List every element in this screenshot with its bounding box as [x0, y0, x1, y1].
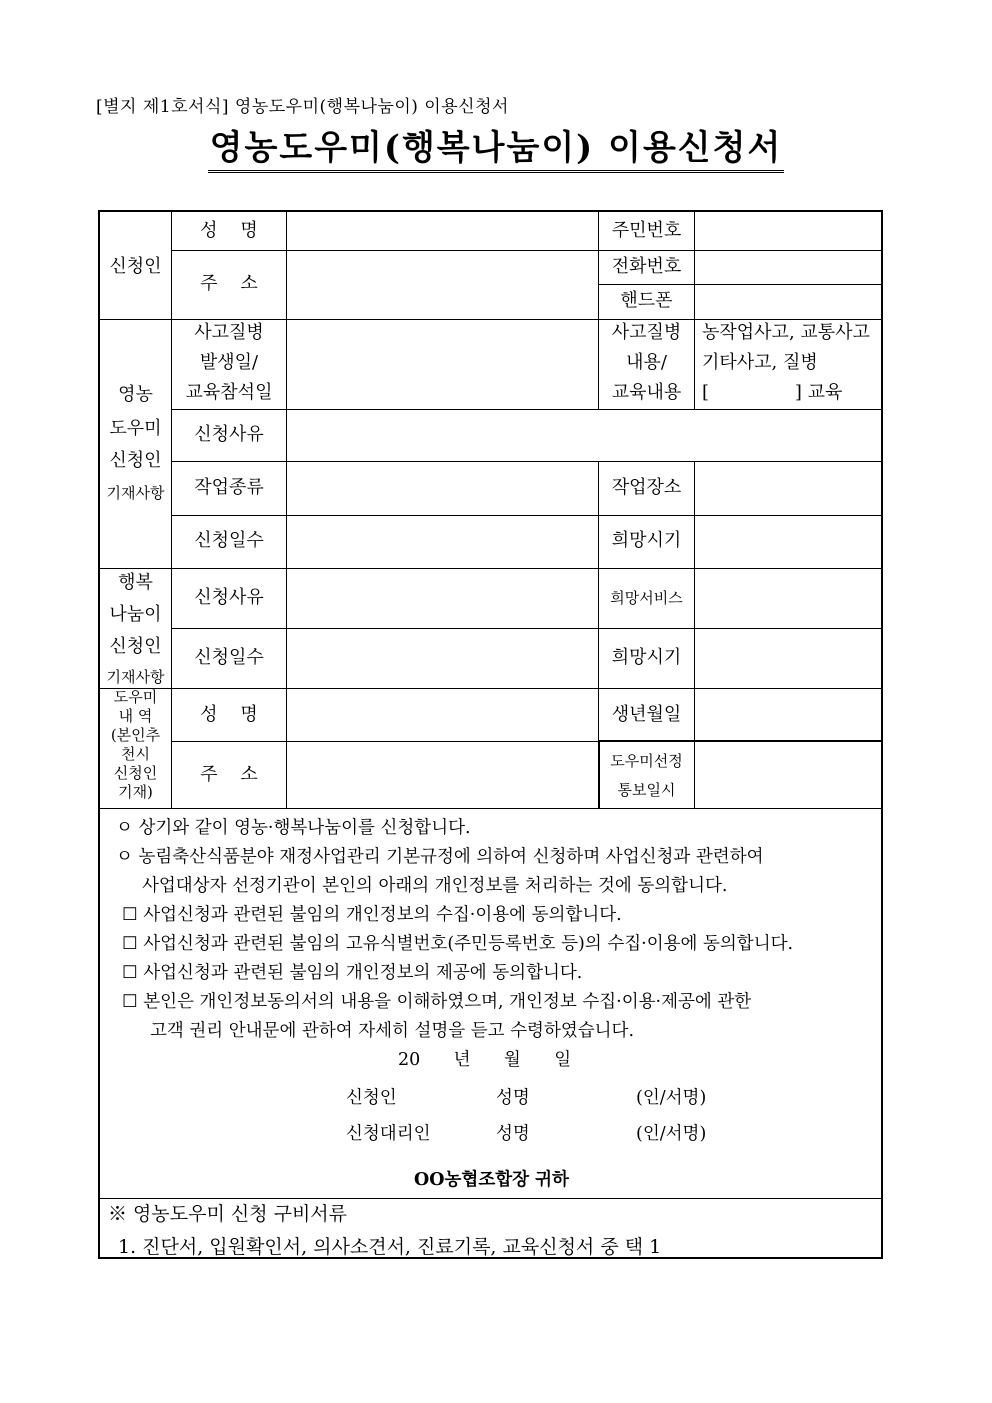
incident-content-label-1: 사고질병: [611, 322, 682, 343]
farm-days-label: 신청일수: [194, 530, 264, 551]
signature-role-1: 신청인: [346, 1088, 397, 1108]
consent-checkbox-4[interactable]: ☐ 본인은 개인정보동의서의 내용을 이해하였으며, 개인정보 수집·이용·제공에 관한: [122, 992, 752, 1012]
helper-address-label: 주 소: [200, 764, 258, 785]
incident-option-1: 농작업사고, 교통사고: [702, 322, 870, 343]
incident-date-label-1: 사고질병: [194, 322, 264, 343]
page-title: 영농도우미(행복나눔이) 이용신청서: [0, 120, 992, 169]
consent-checkbox-2[interactable]: ☐ 사업신청과 관련된 불임의 고유식별번호(주민등록번호 등)의 수집·이용에 동의합니다.: [122, 934, 794, 954]
desired-service-label: 희망서비스: [610, 589, 683, 607]
helper-group-label-4: 천시: [121, 745, 150, 763]
helper-group-label-1: 도우미: [113, 688, 158, 706]
statement-line-3: 사업대상자 선정기관이 본인의 아래의 개인정보를 처리하는 것에 동의합니다.: [142, 876, 728, 896]
farm-helper-group-label-2: 도우미: [109, 418, 162, 439]
signature-mark-1[interactable]: (인/서명): [636, 1088, 707, 1108]
farm-reason-label: 신청사유: [194, 424, 264, 445]
consent-checkbox-3[interactable]: ☐ 사업신청과 관련된 불임의 개인정보의 제공에 동의합니다.: [122, 963, 583, 983]
signature-field-1: 성명: [496, 1088, 530, 1108]
incident-date-label-2: 발생일/: [199, 352, 259, 373]
happy-days-label: 신청일수: [194, 647, 264, 668]
resident-no-label: 주민번호: [611, 220, 682, 241]
applicant-group-label: 신청인: [109, 256, 162, 277]
applicant-address-label: 주 소: [200, 273, 258, 294]
statement-line-1: ㅇ 상기와 같이 영농·행복나눔이를 신청합니다.: [116, 818, 471, 838]
helper-notice-label-2: 통보일시: [617, 781, 676, 799]
incident-content-label-3: 교육내용: [611, 382, 682, 403]
happy-group-label-2: 나눔이: [109, 604, 162, 625]
happy-group-label-3: 신청인: [109, 636, 162, 657]
helper-birth-label: 생년월일: [611, 704, 682, 725]
form-caption: [별지 제1호서식] 영농도우미(행복나눔이) 이용신청서: [96, 97, 509, 117]
helper-group-label-5: 신청인: [113, 764, 158, 782]
happy-reason-label: 신청사유: [194, 587, 264, 608]
consent-checkbox-1[interactable]: ☐ 사업신청과 관련된 불임의 개인정보의 수집·이용에 동의합니다.: [122, 905, 622, 925]
application-date: 20 년 월 일: [398, 1050, 572, 1070]
farm-period-label: 희망시기: [611, 530, 682, 551]
signature-field-2: 성명: [496, 1124, 530, 1144]
statement-line-2: ㅇ 농림축산식품분야 재정사업관리 기본규정에 의하여 신청하며 사업신청과 관련하여: [116, 847, 764, 867]
incident-option-2: 기타사고, 질병: [702, 352, 818, 373]
work-type-label: 작업종류: [194, 477, 264, 498]
helper-name-label: 성 명: [200, 704, 258, 725]
phone-label: 전화번호: [611, 256, 682, 277]
incident-option-3: [ ] 교육: [702, 382, 843, 403]
work-place-label: 작업장소: [611, 477, 682, 498]
happy-group-label-1: 행복: [118, 572, 153, 593]
helper-group-label-3: (본인추: [110, 726, 161, 744]
applicant-name-label: 성 명: [200, 220, 258, 241]
addressee: OO농협조합장 귀하: [414, 1170, 569, 1190]
application-form-table: [98, 210, 883, 1259]
documents-item: 1. 진단서, 입원확인서, 의사소견서, 진료기록, 교육신청서 중 택 1: [118, 1236, 662, 1258]
mobile-label: 핸드폰: [620, 290, 673, 311]
farm-helper-group-label-1: 영농: [118, 384, 153, 405]
incident-date-label-3: 교육참석일: [185, 382, 273, 403]
farm-helper-group-label-3: 신청인: [109, 450, 162, 471]
signature-role-2: 신청대리인: [346, 1124, 431, 1144]
helper-group-label-2: 내 역: [118, 707, 153, 725]
happy-group-label-4: 기재사항: [106, 668, 165, 686]
helper-group-label-6: 기재): [118, 783, 153, 801]
consent-line-5: 고객 권리 안내문에 관하여 자세히 설명을 듣고 수령하였습니다.: [150, 1021, 635, 1041]
farm-helper-group-label-4: 기재사항: [106, 484, 165, 502]
happy-period-label: 희망시기: [611, 647, 682, 668]
documents-heading: ※ 영농도우미 신청 구비서류: [108, 1203, 348, 1225]
helper-notice-label-1: 도우미선정: [610, 752, 683, 770]
signature-mark-2[interactable]: (인/서명): [636, 1124, 707, 1144]
incident-content-label-2: 내용/: [626, 352, 667, 373]
